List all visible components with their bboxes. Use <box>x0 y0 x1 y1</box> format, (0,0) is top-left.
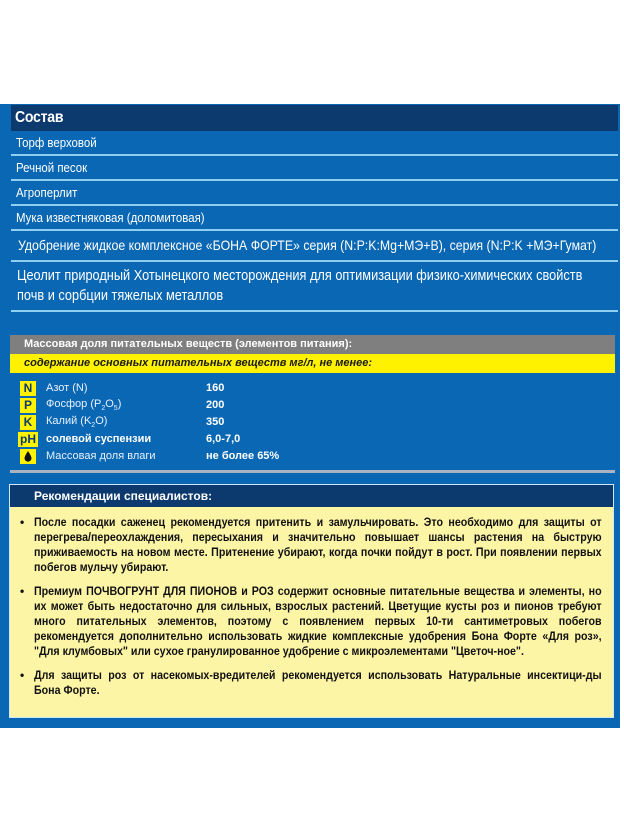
nutrient-value: 200 <box>206 399 225 411</box>
composition-item <box>11 156 618 181</box>
bullet-icon: • <box>20 584 25 598</box>
nutrient-name: Азот (N) <box>46 382 88 394</box>
composition-item <box>11 206 618 231</box>
composition-item-text: Удобрение жидкое комплексное «БОНА ФОРТЕ» серия (N:P:K:Mg+МЭ+B), серия (N:P:K +МЭ+Гумат) <box>18 237 597 253</box>
bullet-icon: • <box>20 515 25 529</box>
nutrient-name-part: O) <box>95 414 108 427</box>
bullet-icon: • <box>20 668 25 682</box>
nutrient-name-part: Калий (K <box>46 414 92 427</box>
subscript: 2 <box>91 422 96 430</box>
nutrient-name <box>46 415 206 429</box>
nutrient-name-part: O <box>105 397 114 410</box>
nutrient-row-phosphorus <box>20 397 224 413</box>
divider <box>10 470 615 473</box>
composition-item <box>11 231 618 262</box>
composition-item-text: Торф верховой <box>16 135 97 150</box>
drop-icon <box>20 449 36 464</box>
nutrient-name-part: ) <box>117 397 122 410</box>
subscript: 5 <box>113 405 118 413</box>
composition-item-text: Агроперлит <box>16 185 78 200</box>
recommendation-item <box>10 584 613 659</box>
recommendation-item <box>10 668 613 698</box>
subscript: 2 <box>101 405 106 413</box>
nutrient-name-part: Фосфор (P <box>46 397 102 410</box>
recommendation-item <box>10 515 613 575</box>
nutrient-value: 6,0-7,0 <box>206 433 241 445</box>
nutrient-name: Массовая доля влаги <box>46 450 156 462</box>
composition-item <box>11 181 618 206</box>
recommendations-box <box>9 484 614 718</box>
potassium-badge: K <box>20 415 36 430</box>
recommendation-text: Премиум ПОЧВОГРУНТ ДЛЯ ПИОНОВ и РОЗ содержит основные питательные вещества и элементы, но их может быть недостаточно для сильных, взрослых растений. Цветущие кусты роз и пионов требуют много питательных элементов, поэтому с появлением первых 10-ти сантиметровых побегов рекомендуется дополнительно использовать жидкие комплексные удобрения Бона Форте «Для роз», "Для клумбовых" или сухое гранулированное удобрение с микроэлементами "Цветоч-ное". <box>34 584 602 658</box>
recommendations-title: Рекомендации специалистов: <box>10 485 613 507</box>
nitrogen-badge: N <box>20 381 36 396</box>
nutrient-value: не более 65% <box>206 450 280 462</box>
nutrient-row-potassium <box>20 414 224 430</box>
phosphorus-badge: P <box>20 398 36 413</box>
nutrient-name: солевой суспензии <box>46 433 152 445</box>
composition-header <box>11 105 618 131</box>
nutrient-row-moisture <box>20 448 279 464</box>
product-info-panel <box>0 104 620 728</box>
ph-badge: pH <box>20 431 36 446</box>
recommendation-text: После посадки саженец рекомендуется притенить и замульчировать. Это необходимо для защиты от перегрева/переохлаждения, пересыхания и значительно повышает шансы растения на быструю приживаемость на новом месте. Притенение убирают, когда почки пойдут в рост. При появлении первых побегов мульчу убирают. <box>34 515 602 574</box>
composition-item <box>11 262 618 312</box>
composition-item-text: Мука известняковая (доломитовая) <box>16 210 205 225</box>
nutrient-name <box>46 398 206 412</box>
composition-item <box>11 131 618 156</box>
nutrients-title: Массовая доля питательных веществ (элементов питания): <box>10 335 615 354</box>
nutrients-subtitle: содержание основных питательных веществ мг/л, не менее: <box>10 354 615 373</box>
nutrient-value: 160 <box>206 382 225 394</box>
nutrient-row-nitrogen <box>20 380 224 396</box>
composition-item-text: Цеолит природный Хотынецкого месторождения для оптимизации физико-химических свойств почв и сорбции тяжелых металлов <box>17 268 583 304</box>
nutrient-value: 350 <box>206 416 225 428</box>
recommendation-text: Для защиты роз от насекомых-вредителей рекомендуется использовать Натуральные инсектици-ды Бона Форте. <box>34 668 602 697</box>
composition-item-text: Речной песок <box>16 160 88 175</box>
nutrient-row-ph <box>18 431 240 447</box>
composition-title: Состав <box>15 109 64 126</box>
